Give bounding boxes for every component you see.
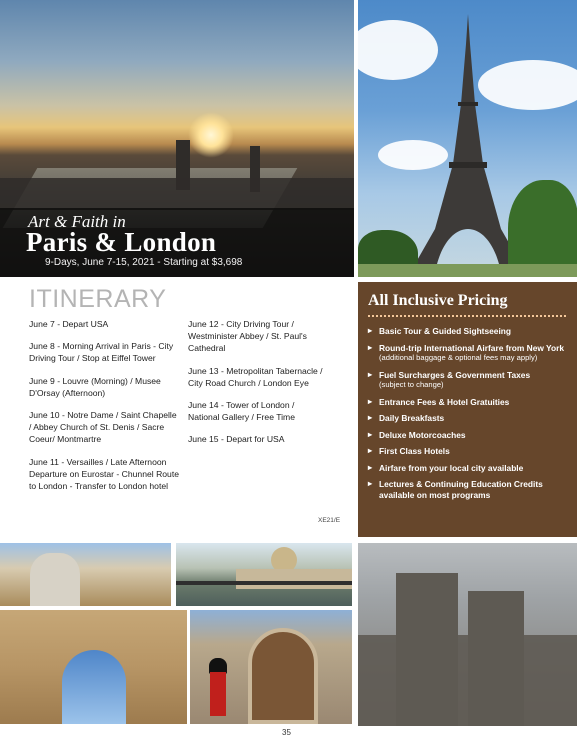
pricing-item-note: (subject to change) [379,380,444,389]
itinerary-column-1 [29,318,179,502]
itinerary-day: June 11 - Versailles / Late Afternoon Departure on Eurostar - Chunnel Route to London - Transfer to London hotel [29,456,179,492]
pricing-item-note: (additional baggage & optional fees may apply) [379,353,538,362]
pricing-item: ▸ Daily Breakfasts [368,413,573,424]
pricing-item: ▸ Airfare from your local city available [368,463,573,474]
sun [188,112,234,158]
pricing-item: ▸ Deluxe Motorcoaches [368,430,573,441]
bridge [176,581,352,585]
pricing-item: ▸ Basic Tour & Guided Sightseeing [368,326,573,337]
itinerary-day: June 10 - Notre Dame / Saint Chapelle / Abbey Church of St. Denis / Sacre Coeur/ Montmartre [29,410,177,445]
pricing-item: ▸ Round-trip International Airfare from New York (additional baggage & optional fees may apply) [368,343,573,364]
pricing-item: ▸ Fuel Surcharges & Government Taxes (subject to change) [368,370,573,391]
pricing-item: ▸ Lectures & Continuing Education Credits available on most programs [368,479,573,500]
eiffel-tower-photo [358,0,577,277]
itinerary-day: June 9 - Louvre (Morning) / Musee D'Orsay (Afternoon) [29,375,161,398]
itinerary-day: June 13 - Metropolitan Tabernacle / City Road Church / London Eye [188,365,323,388]
itinerary-column-2 [188,318,328,456]
arc-de-triomphe-photo [0,610,187,724]
castle-wall [358,635,577,726]
tour-code: XE21/E [318,517,341,524]
lawn [358,264,577,277]
windsor-castle-photo [358,543,577,726]
pricing-item: ▸ Entrance Fees & Hotel Gratuities [368,397,573,408]
versailles-statue-photo [0,543,171,606]
city-buildings [0,178,354,210]
pricing-box [358,282,577,537]
gate-arch [248,628,318,724]
arch-opening [62,650,126,724]
itinerary-day: June 7 - Depart USA [29,319,109,329]
london-skyline-photo [0,0,354,277]
hero-title: Paris & London [26,227,217,257]
itinerary-day: June 15 - Depart for USA [188,434,285,445]
pricing-heading: All Inclusive Pricing [368,292,508,309]
pricing-list [368,326,573,506]
statue [30,553,80,606]
page-number: 35 [282,728,291,737]
pricing-item: ▸ First Class Hotels [368,446,573,457]
seine-bridge-photo [176,543,352,606]
trees-right [508,180,577,277]
itinerary-day: June 12 - City Driving Tour / Westminister Abbey / St. Paul's Cathedral [188,319,307,354]
palace-gate-guard-photo [190,610,352,724]
hero-title-small: Art & Faith in [28,212,126,231]
itinerary-day: June 8 - Morning Arrival in Paris - City Driving Tour / Stop at Eiffel Tower [29,341,174,364]
hero-subtitle: 9-Days, June 7-15, 2021 - Starting at $3,698 [45,257,243,268]
building [236,569,352,589]
itinerary-heading: ITINERARY [29,285,167,313]
guard [210,672,226,716]
dotted-divider [368,315,566,317]
itinerary-day: June 14 - Tower of London / National Gallery / Free Time [188,400,295,423]
eiffel-tower-icon [413,14,523,264]
